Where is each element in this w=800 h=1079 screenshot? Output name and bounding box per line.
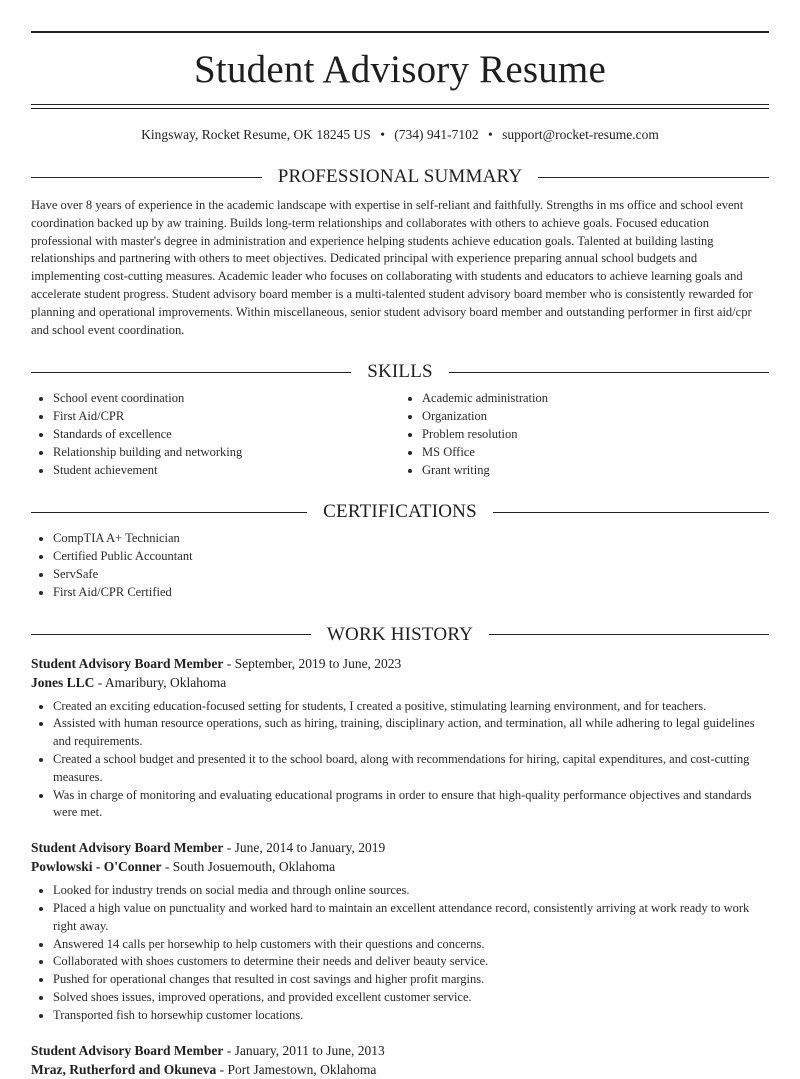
job-location: - South Josuemouth, Oklahoma bbox=[161, 859, 336, 875]
skill-item: • MS Office bbox=[422, 444, 769, 462]
job-company: Mraz, Rutherford and Okuneva bbox=[31, 1061, 217, 1077]
job-location: - Port Jamestown, Oklahoma bbox=[216, 1061, 377, 1077]
job-title-line bbox=[31, 1041, 769, 1060]
section-rule bbox=[31, 177, 262, 178]
skills-grid bbox=[31, 390, 769, 479]
skill-item: • School event coordination bbox=[53, 390, 400, 408]
skill-item: • Organization bbox=[422, 408, 769, 426]
summary-section-header bbox=[31, 166, 769, 188]
job-company-line bbox=[31, 857, 769, 876]
skill-item: • Problem resolution bbox=[422, 426, 769, 444]
job-bullet: • Answered 14 calls per horsewhip to help customers with their questions and concerns. bbox=[53, 936, 769, 954]
contact-address: Kingsway, Rocket Resume, OK 18245 US bbox=[141, 127, 371, 142]
job-location: - Amaribury, Oklahoma bbox=[94, 674, 227, 690]
job-company-line bbox=[31, 1060, 769, 1079]
job-role: Student Advisory Board Member bbox=[31, 655, 224, 671]
contact-phone: (734) 941-7102 bbox=[394, 127, 479, 142]
skill-item: • Relationship building and networking bbox=[53, 444, 400, 462]
certifications-section-header bbox=[31, 501, 769, 523]
section-rule bbox=[31, 512, 307, 513]
job-entry bbox=[31, 654, 769, 823]
work-history-section-header bbox=[31, 624, 769, 646]
skills-section-header bbox=[31, 361, 769, 383]
skill-item: • First Aid/CPR bbox=[53, 408, 400, 426]
certification-item: • ServSafe bbox=[53, 566, 769, 584]
section-rule bbox=[493, 512, 769, 513]
certifications-list bbox=[31, 530, 769, 601]
resume-page bbox=[31, 31, 769, 1079]
top-rule bbox=[31, 31, 769, 33]
section-rule bbox=[31, 372, 351, 373]
job-bullet: • Looked for industry trends on social media and through online sources. bbox=[53, 882, 769, 900]
title-double-rule bbox=[31, 104, 769, 109]
resume-title: Student Advisory Resume bbox=[194, 48, 606, 91]
work-history-section-title: WORK HISTORY bbox=[326, 623, 474, 645]
job-company: Powlowski - O'Conner bbox=[31, 859, 162, 875]
certification-item: • CompTIA A+ Technician bbox=[53, 530, 769, 548]
job-dates: - September, 2019 to June, 2023 bbox=[223, 655, 402, 671]
job-role: Student Advisory Board Member bbox=[31, 840, 224, 856]
job-company-line bbox=[31, 673, 769, 692]
contact-line bbox=[31, 126, 769, 144]
certification-item: • Certified Public Accountant bbox=[53, 548, 769, 566]
job-bullet: • Solved shoes issues, improved operations, and provided excellent customer service. bbox=[53, 989, 769, 1007]
job-dates: - January, 2011 to June, 2013 bbox=[223, 1042, 385, 1058]
section-rule bbox=[538, 177, 769, 178]
contact-email: support@rocket-resume.com bbox=[502, 127, 659, 142]
job-title-line bbox=[31, 838, 769, 857]
job-bullet: • Created a school budget and presented it to the school board, along with recommendations for hiring, capital expenditures, and cost-cutting measures. bbox=[53, 751, 769, 787]
job-bullets bbox=[31, 882, 769, 1024]
certification-item: • First Aid/CPR Certified bbox=[53, 584, 769, 602]
job-bullet: • Created an exciting education-focused setting for students, I created a positive, stimulating learning environment, and for teachers. bbox=[53, 698, 769, 716]
job-role: Student Advisory Board Member bbox=[31, 1042, 224, 1058]
summary-section-title: PROFESSIONAL SUMMARY bbox=[277, 166, 523, 187]
job-dates: - June, 2014 to January, 2019 bbox=[223, 840, 386, 856]
job-bullet: • Assisted with human resource operations, such as hiring, training, disciplinary action, and termination, all while adhering to legal guidelines and requirements. bbox=[53, 715, 769, 751]
job-title-line bbox=[31, 654, 769, 673]
skill-item: • Student achievement bbox=[53, 462, 400, 480]
job-bullet: • Transported fish to horsewhip customer locations. bbox=[53, 1007, 769, 1025]
skills-section-title: SKILLS bbox=[367, 361, 433, 383]
job-entry bbox=[31, 838, 769, 1024]
job-bullet: • Collaborated with shoes customers to determine their needs and deliver beauty service. bbox=[53, 953, 769, 971]
job-bullet: • Pushed for operational changes that resulted in cost savings and higher profit margins. bbox=[53, 971, 769, 989]
skill-item: • Academic administration bbox=[422, 390, 769, 408]
skill-item: • Grant writing bbox=[422, 462, 769, 480]
section-rule bbox=[31, 634, 311, 635]
contact-separator: • bbox=[488, 127, 493, 142]
job-bullets bbox=[31, 698, 769, 823]
job-bullet: • Was in charge of monitoring and evaluating educational programs in order to ensure that high-quality performance objectives and standards were met. bbox=[53, 787, 769, 823]
section-rule bbox=[449, 372, 769, 373]
section-rule bbox=[489, 634, 769, 635]
contact-separator: • bbox=[380, 127, 385, 142]
skills-list-left bbox=[31, 390, 400, 479]
skills-list-right bbox=[400, 390, 769, 479]
certifications-section-title: CERTIFICATIONS bbox=[323, 501, 477, 523]
job-entry bbox=[31, 1041, 769, 1079]
skill-item: • Standards of excellence bbox=[53, 426, 400, 444]
summary-text: Have over 8 years of experience in the academic landscape with expertise in self-reliant and faithfully. Strengths in ms office and school event coordination backed up by aw training. Builds long-term relationships and collaborates with others to achieve goals. Focused education professional with master's degree in administration and experience helping students achieve education goals. Talented at building lasting relationships and partnering with others to meet objectives. Dedicated principal with experience preparing annual school budgets and implementing cost-cutting measures. Academic leader who focuses on collaborating with students and educators to achieve learning goals and accelerate student progress. Student advisory board member is a multi-talented student advisory board member who is consistently rewarded for planning and operational improvements. Within miscellaneous, senior student advisory board member and outstanding performer in first aid/cpr and school event coordination. bbox=[31, 198, 753, 337]
job-bullet: • Placed a high value on punctuality and worked hard to maintain an excellent attendance record, consistently arriving at work ready to work right away. bbox=[53, 900, 769, 936]
job-company: Jones LLC bbox=[31, 674, 95, 690]
